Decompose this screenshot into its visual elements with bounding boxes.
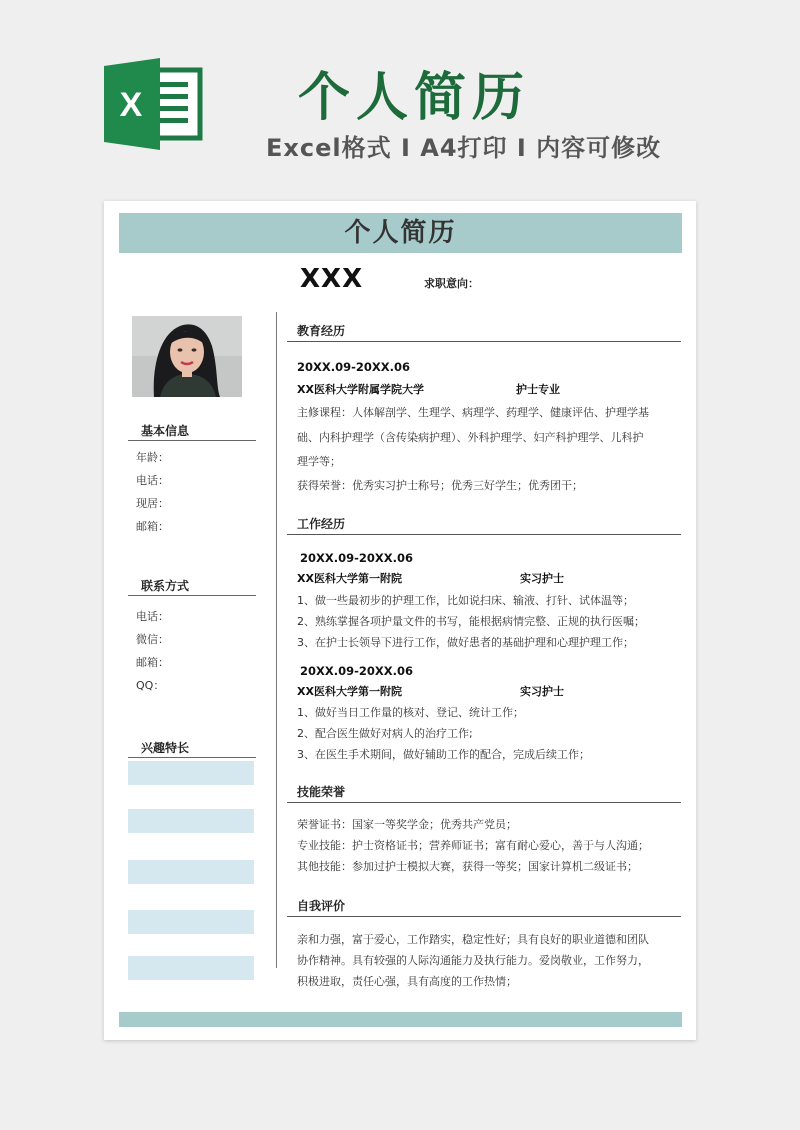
hobby-row <box>128 910 254 934</box>
job1-duty: 3、在护士长领导下进行工作，做好患者的基础护理和心理护理工作； <box>297 636 634 649</box>
education-school: XX医科大学附属学院大学 <box>297 383 424 396</box>
education-honors: 获得荣誉：优秀实习护士称号；优秀三好学生；优秀团干； <box>297 479 583 492</box>
column-divider <box>276 312 277 968</box>
job1-org: XX医科大学第一附院 <box>297 572 402 585</box>
wechat-label: 微信： <box>136 633 169 646</box>
contact-section <box>128 576 256 697</box>
phone-label: 电话： <box>136 474 169 487</box>
education-courses: 主修课程：人体解剖学、生理学、病理学、药理学、健康评估、护理学基 <box>297 406 649 419</box>
banner-subtitle: Excel格式 I A4打印 I 内容可修改 <box>266 134 662 162</box>
job2-duty: 3、在医生手术期间，做好辅助工作的配合，完成后续工作； <box>297 748 590 761</box>
self-eval-line: 亲和力强，富于爱心，工作踏实，稳定性好；具有良好的职业道德和团队 <box>297 933 649 946</box>
self-eval-line: 积极进取，责任心强，具有高度的工作热情； <box>297 975 517 988</box>
excel-icon <box>104 58 204 150</box>
job1-date: 20XX.09-20XX.06 <box>300 551 413 565</box>
education-date: 20XX.09-20XX.06 <box>297 360 410 374</box>
hobby-row <box>128 761 254 785</box>
basic-info-heading: 基本信息 <box>128 421 256 441</box>
job2-date: 20XX.09-20XX.06 <box>300 664 413 678</box>
hobby-row <box>128 956 254 980</box>
residence-label: 现居： <box>136 497 169 510</box>
job-intention-label: 求职意向： <box>424 277 479 290</box>
header-banner <box>0 0 800 190</box>
work-heading: 工作经历 <box>287 513 681 535</box>
age-label: 年龄： <box>136 451 169 464</box>
skills-heading: 技能荣誉 <box>287 781 681 803</box>
self-eval-heading: 自我评价 <box>287 895 681 917</box>
basic-info-section <box>128 421 256 538</box>
education-major: 护士专业 <box>516 383 560 396</box>
job1-duty: 2、熟练掌握各项护量文件的书写，能根据病情完整、正规的执行医嘱； <box>297 615 645 628</box>
email-label: 邮箱： <box>136 520 169 533</box>
education-courses: 理学等； <box>297 455 341 468</box>
candidate-name: XXX <box>300 264 364 294</box>
qq-label: QQ： <box>136 679 165 692</box>
skills-line: 荣誉证书：国家一等奖学金；优秀共产党员； <box>297 818 517 831</box>
job2-org: XX医科大学第一附院 <box>297 685 402 698</box>
contact-heading: 联系方式 <box>128 576 256 596</box>
hobby-row <box>128 860 254 884</box>
resume-page <box>104 201 696 1040</box>
education-heading: 教育经历 <box>287 320 681 342</box>
skills-line: 专业技能：护士资格证书；营养师证书；富有耐心爱心，善于与人沟通； <box>297 839 649 852</box>
excel-icon-letter: X <box>119 86 143 124</box>
hobbies-heading: 兴趣特长 <box>128 738 256 758</box>
job2-duty: 1、做好当日工作量的核对、登记、统计工作； <box>297 706 524 719</box>
profile-photo <box>132 316 242 397</box>
job2-duty: 2、配合医生做好对病人的治疗工作; <box>297 727 473 740</box>
contact-email-label: 邮箱： <box>136 656 169 669</box>
hobbies-section <box>128 738 256 758</box>
job1-duty: 1、做一些最初步的护理工作，比如说扫床、输液、打针、试体温等； <box>297 594 634 607</box>
footer-bar <box>119 1012 682 1027</box>
education-courses: 础、内科护理学（含传染病护理）、外科护理学、妇产科护理学、儿科护 <box>297 431 644 444</box>
job2-role: 实习护士 <box>520 685 564 698</box>
skills-line: 其他技能：参加过护士模拟大赛，获得一等奖；国家计算机二级证书； <box>297 860 638 873</box>
resume-title: 个人简历 <box>119 213 682 253</box>
job1-role: 实习护士 <box>520 572 564 585</box>
hobby-row <box>128 809 254 833</box>
self-eval-line: 协作精神。具有较强的人际沟通能力及执行能力。爱岗敬业，工作努力， <box>297 954 649 967</box>
contact-phone-label: 电话： <box>136 610 169 623</box>
banner-title: 个人简历 <box>298 68 531 128</box>
